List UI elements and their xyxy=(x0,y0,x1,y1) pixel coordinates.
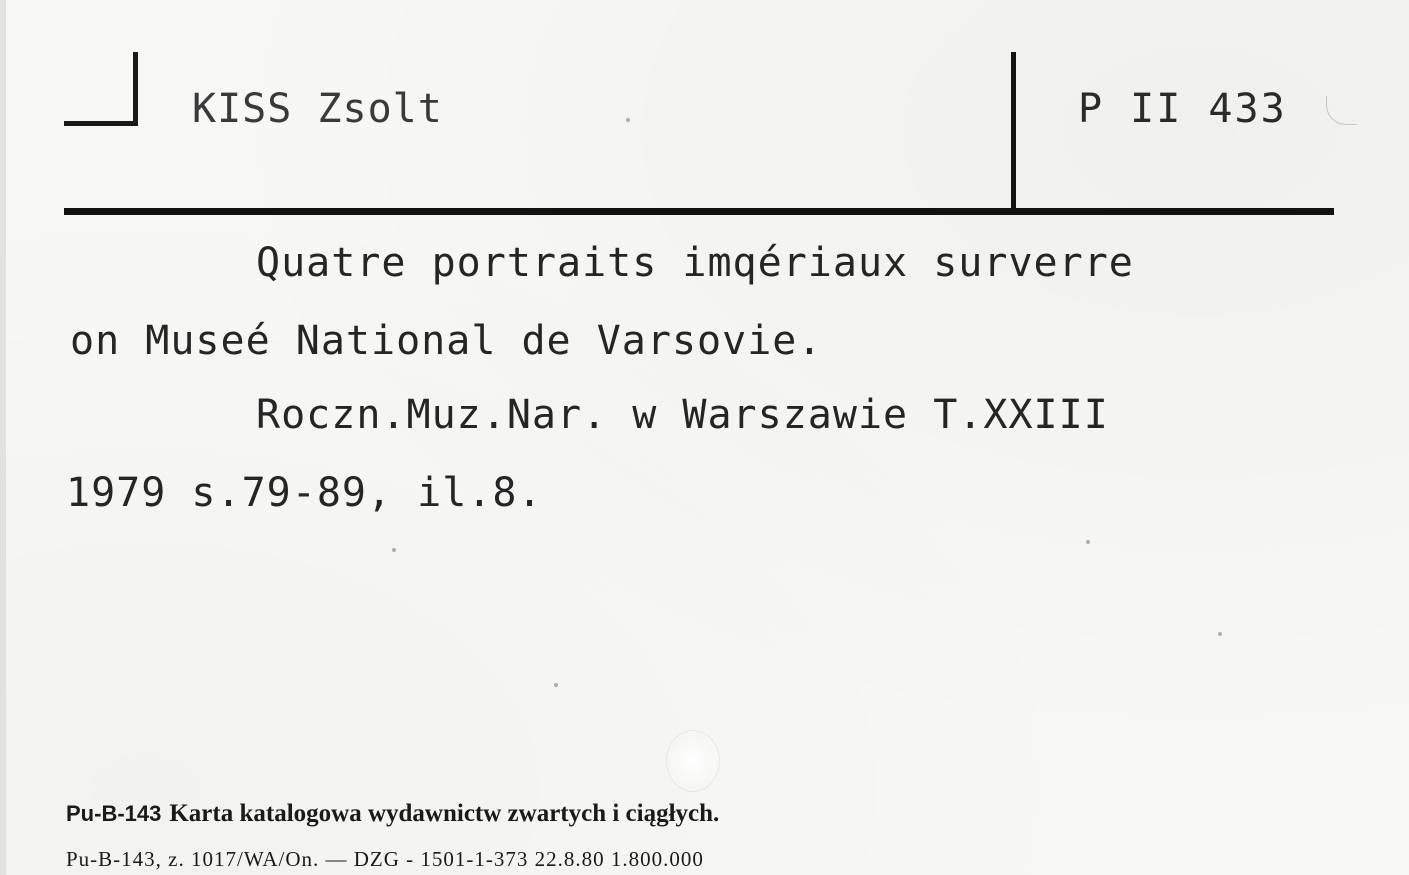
source-line-1: Roczn.Muz.Nar. w Warszawie T.XXIII xyxy=(256,392,1109,438)
form-code: Pu-B-143 xyxy=(66,801,162,826)
author-heading: KISS Zsolt xyxy=(192,86,443,132)
ink-speck xyxy=(1218,632,1222,636)
punch-hole xyxy=(666,730,720,792)
title-line-2: on Museé National de Varsovie. xyxy=(70,318,823,364)
title-line-1: Quatre portraits imqériaux surverre xyxy=(256,240,1134,286)
source-line-2: 1979 s.79-89, il.8. xyxy=(66,470,543,516)
ink-speck xyxy=(392,548,396,552)
form-title: Karta katalogowa wydawnictw zwartych i ciągłych. xyxy=(169,800,720,827)
header-rule xyxy=(64,208,1334,215)
shelf-signature: P II 433 xyxy=(1078,86,1287,132)
ink-speck xyxy=(554,683,558,687)
ink-speck xyxy=(626,118,630,122)
print-info: Pu-B-143, z. 1017/WA/On. — DZG - 1501-1-373 22.8.80 1.800.000 xyxy=(66,847,704,871)
margin-mark xyxy=(1326,96,1357,125)
ink-speck xyxy=(1086,540,1090,544)
vertical-divider xyxy=(1011,52,1016,214)
corner-bracket-mark xyxy=(64,52,138,126)
form-caption xyxy=(66,800,719,828)
